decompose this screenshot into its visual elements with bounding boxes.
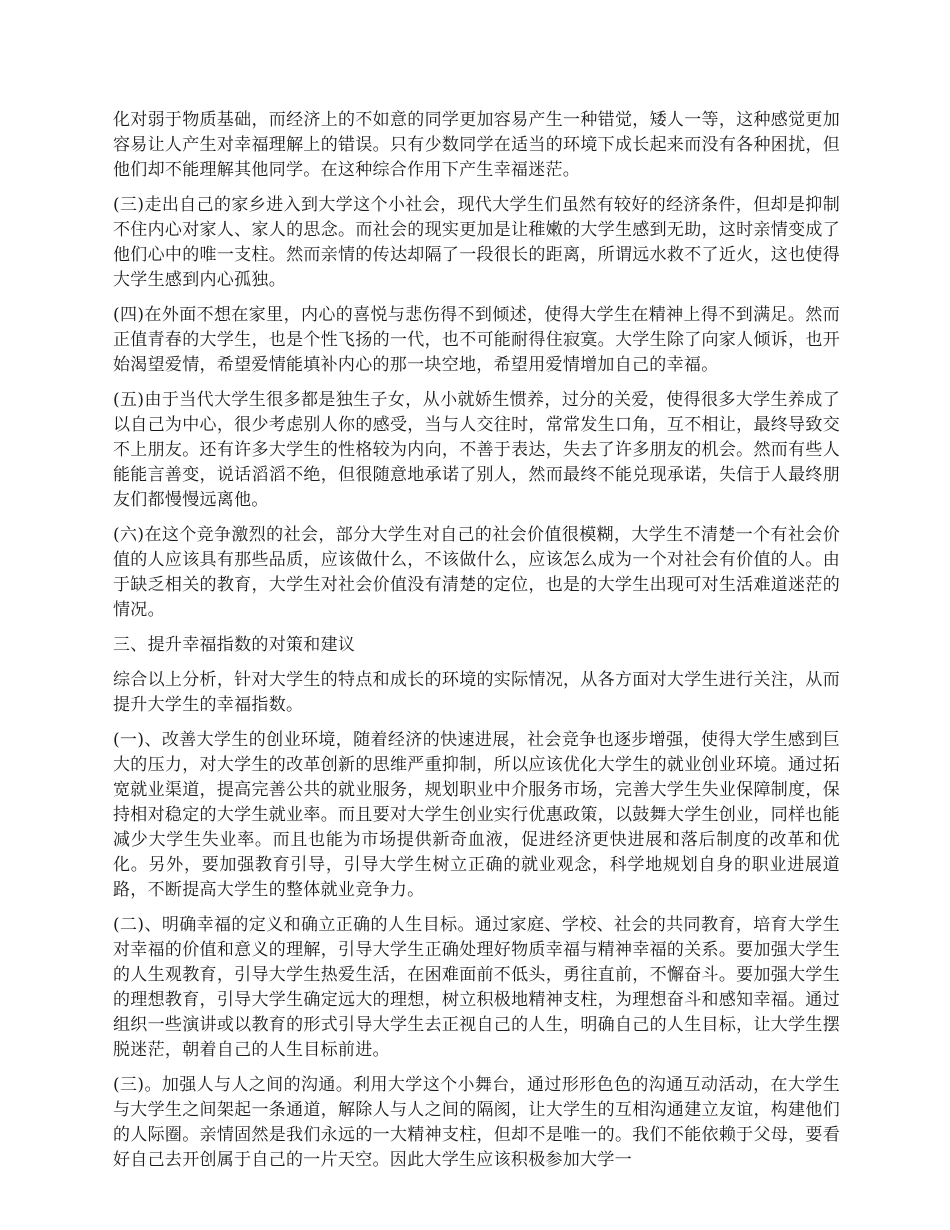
- paragraph-measure-3: (三)。加强人与人之间的沟通。利用大学这个小舞台，通过形形色色的沟通互动活动，在大学生与大学生之间架起一条通道，解除人与人之间的隔阂，让大学生的互相沟通建立友谊，构建他们的人际圈。亲情固然是我们永远的一大精神支柱，但却不是唯一的。我们不能依赖于父母，要看好自己去开创属于自己的一片天空。因此大学生应该积极参加大学一: [113, 1075, 840, 1170]
- paragraph-item-3: (三)走出自己的家乡进入到大学这个小社会，现代大学生们虽然有较好的经济条件，但却是抑制不住内心对家人、家人的思念。而社会的现实更加是让稚嫩的大学生感到无助，这时亲情变成了他们心中的唯一支柱。然而亲情的传达却隔了一段很长的距离，所谓远水救不了近火，这也使得大学生感到内心孤独。: [113, 195, 840, 290]
- paragraph-continuation: 化对弱于物质基础，而经济上的不如意的同学更加容易产生一种错觉，矮人一等，这种感觉更加容易让人产生对幸福理解上的错误。只有少数同学在适当的环境下成长起来而没有各种困扰，但他们却不能理解其他同学。在这种综合作用下产生幸福迷茫。: [113, 110, 840, 180]
- section-heading: 三、提升幸福指数的对策和建议: [113, 635, 356, 655]
- paragraph-item-4: (四)在外面不想在家里，内心的喜悦与悲伤得不到倾述，使得大学生在精神上得不到满足。然而正值青春的大学生，也是个性飞扬的一代，也不可能耐得住寂寞。大学生除了向家人倾诉，也开始渴望爱情，希望爱情能填补内心的那一块空地，希望用爱情增加自己的幸福。: [113, 305, 840, 375]
- paragraph-summary: 综合以上分析，针对大学生的特点和成长的环境的实际情况，从各方面对大学生进行关注，从而提升大学生的幸福指数。: [113, 670, 840, 715]
- document-page: [113, 108, 840, 1183]
- paragraph-measure-2: (二)、明确幸福的定义和确立正确的人生目标。通过家庭、学校、社会的共同教育，培育大学生对幸福的价值和意义的理解，引导大学生正确处理好物质幸福与精神幸福的关系。要加强大学生的人生观教育，引导大学生热爱生活，在困难面前不低头，勇往直前，不懈奋斗。要加强大学生的理想教育，引导大学生确定远大的理想，树立积极地精神支柱，为理想奋斗和感知幸福。通过组织一些演讲或以教育的形式引导大学生去正视自己的人生，明确自己的人生目标，让大学生摆脱迷茫，朝着自己的人生目标前进。: [113, 915, 840, 1060]
- paragraph-item-6: (六)在这个竞争激烈的社会，部分大学生对自己的社会价值很模糊，大学生不清楚一个有社会价值的人应该具有那些品质，应该做什么，不该做什么，应该怎么成为一个对社会有价值的人。由于缺乏相关的教育，大学生对社会价值没有清楚的定位，也是的大学生出现可对生活难道迷茫的情况。: [113, 525, 840, 620]
- paragraph-item-5: (五)由于当代大学生很多都是独生子女，从小就娇生惯养，过分的关爱，使得很多大学生养成了以自己为中心，很少考虑别人你的感受，当与人交往时，常常发生口角，互不相让，最终导致交不上朋友。还有许多大学生的性格较为内向，不善于表达，失去了许多朋友的机会。然而有些人能能言善变，说话滔滔不绝，但很随意地承诺了别人，然而最终不能兑现承诺，失信于人最终朋友们都慢慢远离他。: [113, 390, 840, 510]
- paragraph-measure-1: (一)、改善大学生的创业环境，随着经济的快速进展，社会竞争也逐步增强，使得大学生感到巨大的压力，对大学生的改革创新的思维严重抑制，所以应该优化大学生的就业创业环境。通过拓宽就业渠道，提高完善公共的就业服务，规划职业中介服务市场，完善大学生失业保障制度，保持相对稳定的大学生就业率。而且要对大学生创业实行优惠政策，以鼓舞大学生创业，同样也能减少大学生失业率。而且也能为市场提供新奇血液，促进经济更快进展和落后制度的改革和优化。另外，要加强教育引导，引导大学生树立正确的就业观念，科学地规划自身的职业进展道路，不断提高大学生的整体就业竞争力。: [113, 730, 840, 900]
